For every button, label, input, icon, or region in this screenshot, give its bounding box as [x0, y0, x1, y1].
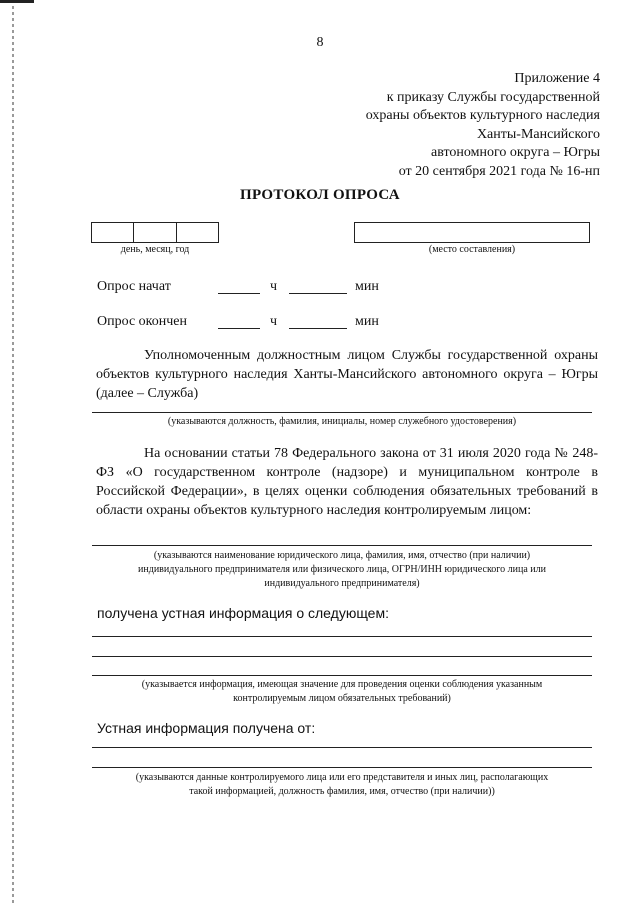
appendix-line: автономного округа – Югры [431, 145, 600, 161]
info-caption-line: (указывается информация, имеющая значение для проведения оценки соблюдения указанным [141, 679, 543, 690]
info-label: получена устная информация о следующем: [97, 605, 389, 621]
started-hours-blank[interactable] [218, 293, 260, 294]
source-blank-line-2[interactable] [92, 767, 592, 768]
date-caption: день, месяц, год [120, 244, 190, 255]
started-label: Опрос начат [97, 279, 171, 294]
appendix-line: Ханты-Мансийского [476, 126, 600, 142]
ended-minutes-blank[interactable] [289, 328, 347, 329]
info-blank-line-2[interactable] [92, 656, 592, 657]
info-caption-line: контролируемым лицом обязательных требований) [233, 693, 451, 704]
date-year-cell[interactable] [177, 223, 218, 242]
controlled-person-caption [92, 549, 592, 591]
date-month-cell[interactable] [134, 223, 176, 242]
started-hours-unit: ч [270, 279, 278, 294]
official-caption: (указываются должность, фамилия, инициалы, номер служебного удостоверения) [167, 416, 517, 427]
appendix-header [280, 70, 600, 182]
official-blank-line[interactable] [92, 412, 592, 413]
info-blank-line-3[interactable] [92, 675, 592, 676]
basis-text: На основании статьи 78 Федерального закона от 31 июля 2020 года № 248-ФЗ «О государственном контроле (надзоре) и муниципальном контроле в Российской Федерации», в целях оценки соблюдения обязательных требований в области охраны объектов культурного наследия контролируемым лицом: [96, 446, 598, 518]
controlled-caption-line: индивидуального предпринимателя) [264, 578, 420, 589]
date-field[interactable] [91, 222, 219, 243]
started-minutes-blank[interactable] [289, 293, 347, 294]
basis-paragraph [96, 444, 598, 520]
ended-minutes-unit: мин [355, 314, 379, 329]
date-day-cell[interactable] [92, 223, 134, 242]
controlled-person-blank-line[interactable] [92, 545, 592, 546]
place-caption: (место составления) [428, 244, 516, 255]
info-caption [92, 678, 592, 706]
appendix-line: Приложение 4 [514, 71, 600, 86]
source-caption [92, 771, 592, 799]
scan-corner-mark [0, 0, 34, 3]
controlled-caption-line: (указываются наименование юридического лица, фамилия, имя, отчество (при наличии) [153, 550, 531, 561]
appendix-line: к приказу Службы государственной [386, 89, 600, 105]
place-field[interactable] [354, 222, 590, 243]
ended-hours-blank[interactable] [218, 328, 260, 329]
controlled-caption-line: индивидуального предпринимателя или физического лица, ОГРН/ИНН юридического лица или [138, 564, 546, 575]
source-blank-line-1[interactable] [92, 747, 592, 748]
appendix-line: охраны объектов культурного наследия [365, 108, 600, 124]
source-caption-line: такой информацией, должность фамилия, имя, отчество (при наличии)) [189, 786, 495, 797]
document-title: ПРОТОКОЛ ОПРОСА [240, 187, 400, 203]
authority-paragraph [96, 346, 598, 403]
info-blank-line-1[interactable] [92, 636, 592, 637]
ended-label: Опрос окончен [97, 314, 187, 329]
scan-binding-edge [12, 0, 14, 905]
started-minutes-unit: мин [355, 279, 379, 294]
source-caption-line: (указываются данные контролируемого лица или его представителя и иных лиц, располагающих [135, 772, 549, 783]
appendix-line: от 20 сентября 2021 года № 16-нп [398, 163, 600, 179]
source-label: Устная информация получена от: [97, 720, 316, 736]
page-number: 8 [316, 35, 324, 50]
authority-text: Уполномоченным должностным лицом Службы государственной охраны объектов культурного наследия Ханты-Мансийского автономного округа – Югры (далее – Служба) [96, 348, 598, 401]
ended-hours-unit: ч [270, 314, 278, 329]
